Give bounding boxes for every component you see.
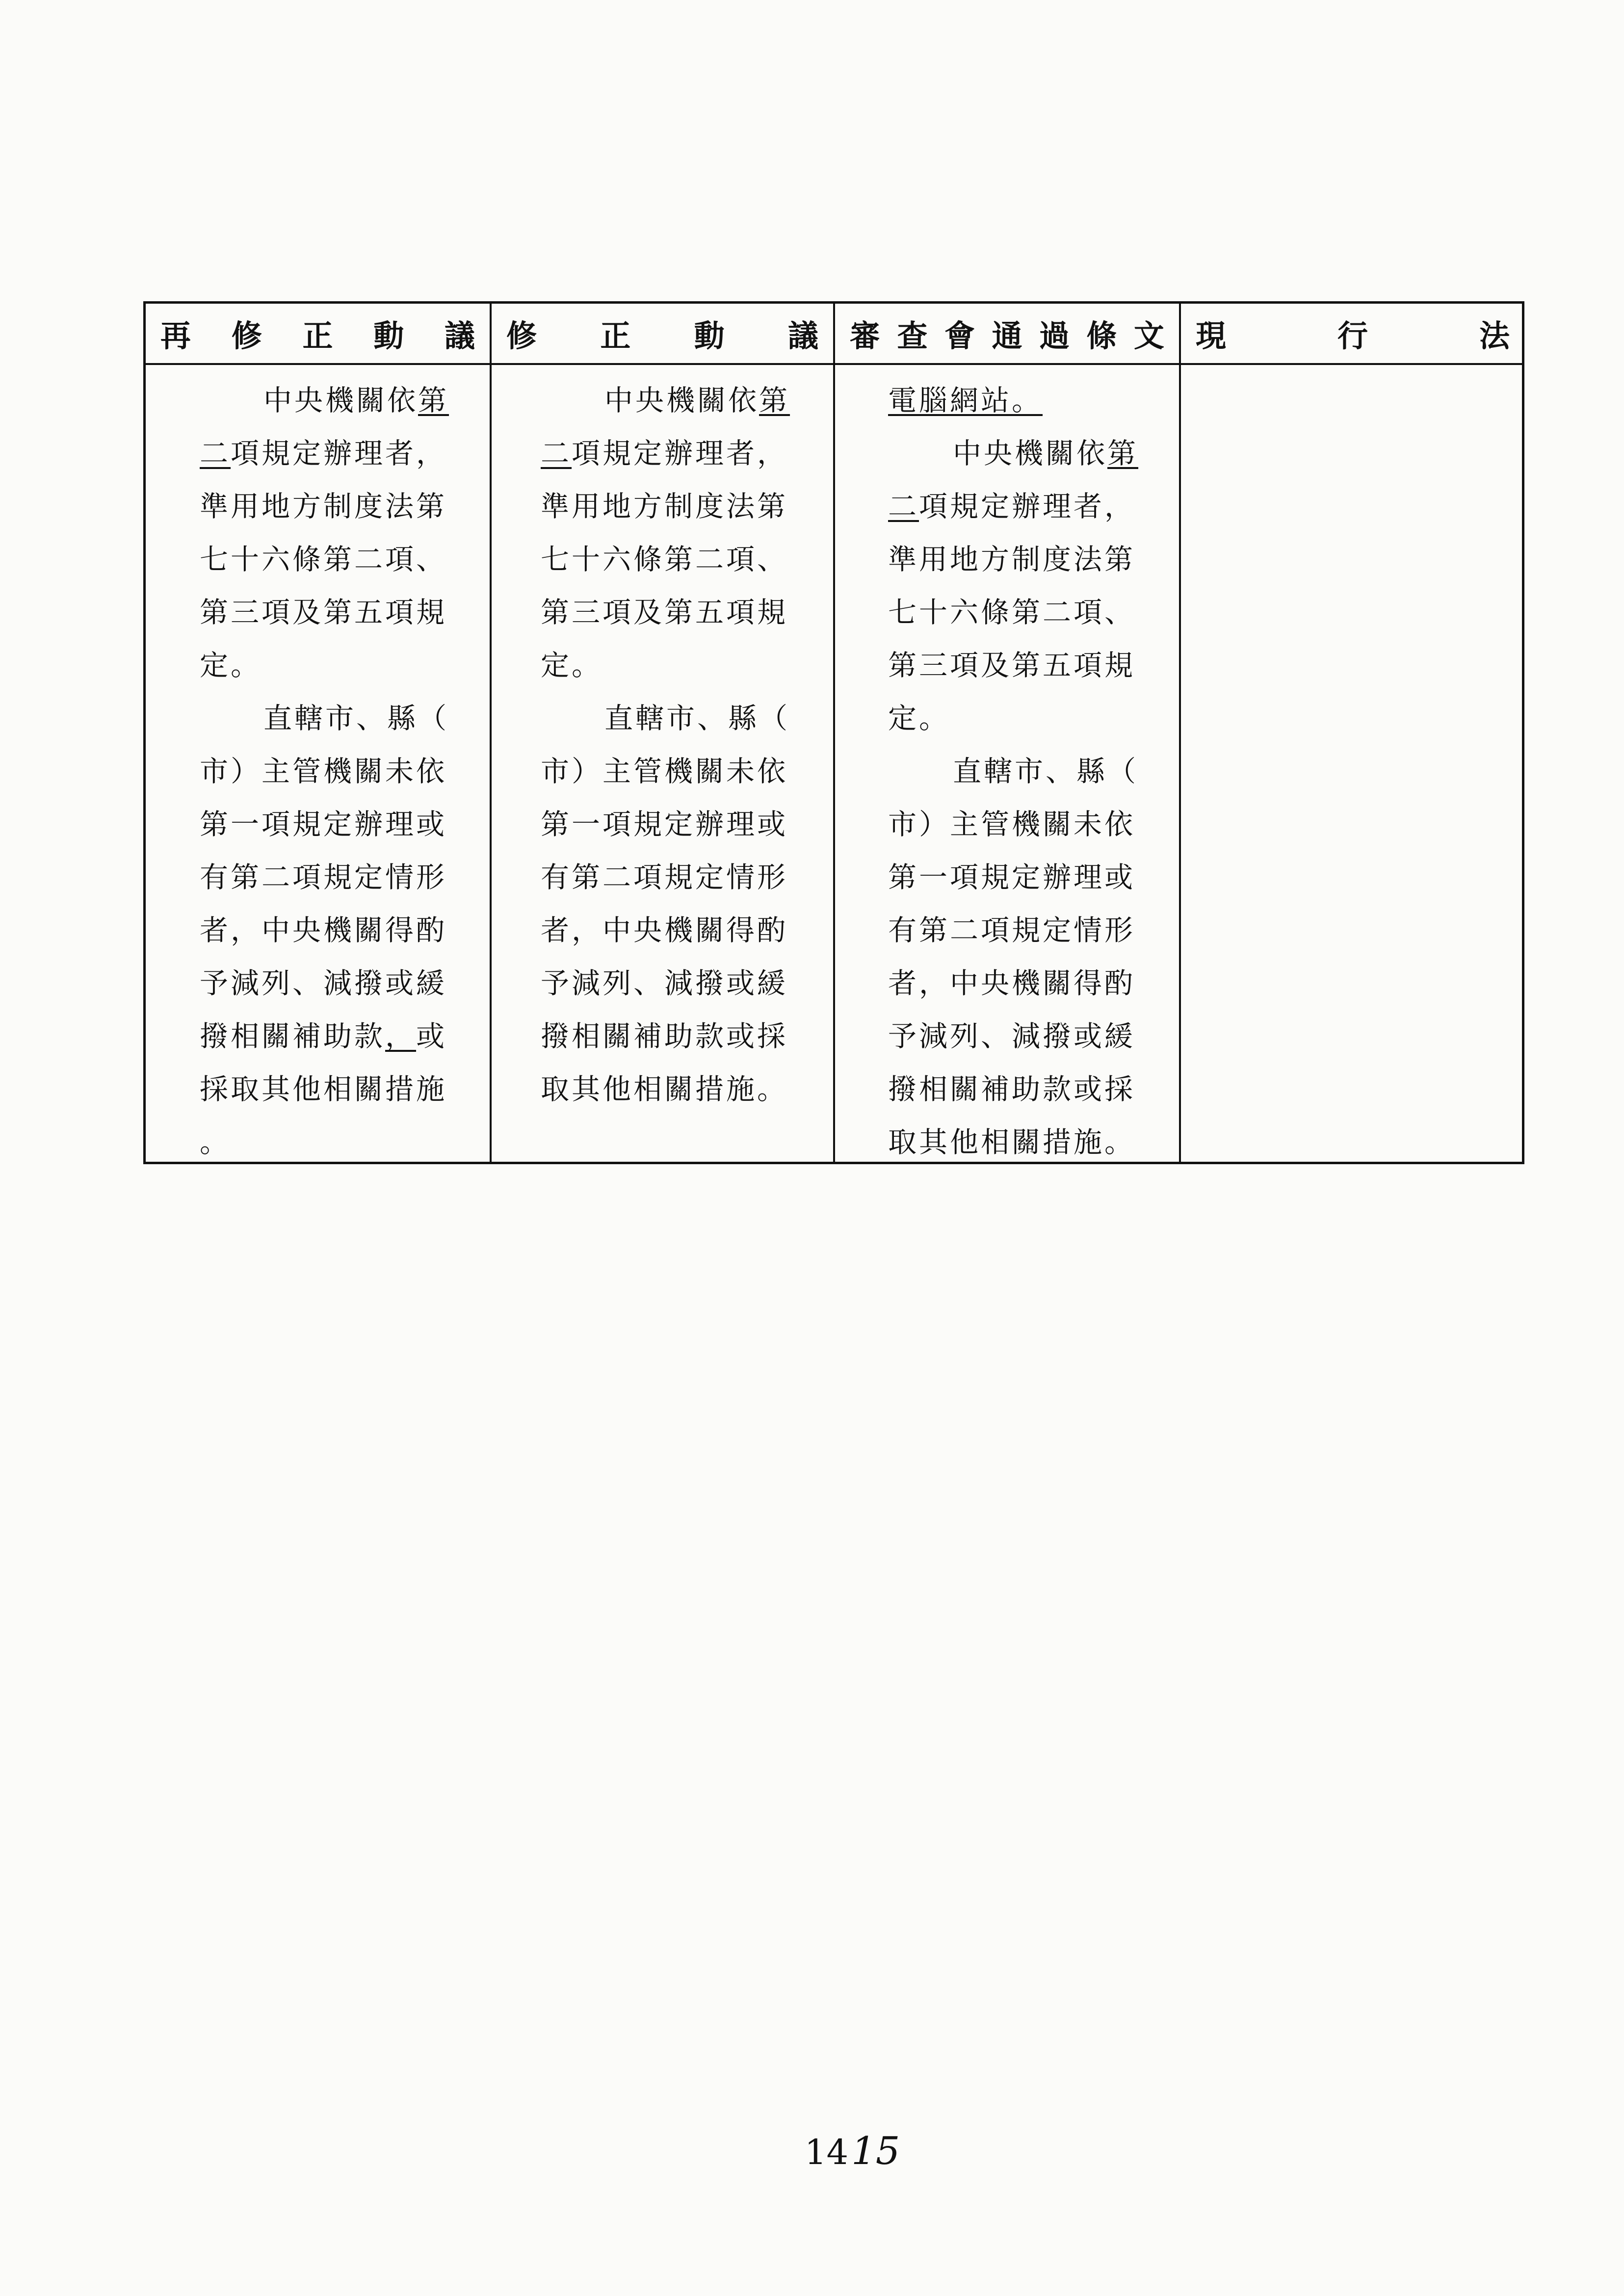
text-line: 予減列、減撥或緩 xyxy=(200,966,447,1000)
text-line: 取其他相關措施。 xyxy=(888,1125,1136,1159)
text-line: 直轄市、縣（ xyxy=(953,755,1139,788)
comparison-table xyxy=(143,301,1524,1164)
text-line: 七十六條第二項、 xyxy=(541,543,788,576)
header-char: 再 xyxy=(160,318,191,354)
text-line: 予減列、減撥或緩 xyxy=(541,966,788,1000)
text-line: 市）主管機關未依 xyxy=(541,755,788,788)
header-char: 審 xyxy=(850,318,881,354)
text-line: 電腦網站。 xyxy=(888,384,1043,417)
text-line: 二項規定辦理者， xyxy=(888,490,1136,523)
header-amendment xyxy=(492,304,833,365)
text-line: 第三項及第五項規 xyxy=(888,649,1136,682)
column-resubmitted-amendment xyxy=(146,304,492,1162)
text-line: 中央機關依第 xyxy=(953,437,1139,470)
header-char: 議 xyxy=(444,318,475,354)
text-line: 予減列、減撥或緩 xyxy=(888,1019,1136,1053)
text-line: 定。 xyxy=(541,649,603,682)
header-char: 修 xyxy=(231,318,262,354)
column-committee-text xyxy=(835,304,1181,1162)
header-char: 現 xyxy=(1196,318,1227,354)
page-number xyxy=(805,2129,900,2173)
header-char: 法 xyxy=(1479,318,1510,354)
text-line: 定。 xyxy=(888,702,950,735)
text-line: 第一項規定辦理或 xyxy=(541,808,788,841)
text-line: 有第二項規定情形 xyxy=(888,913,1136,947)
text-line: 中央機關依第 xyxy=(263,384,449,417)
text-line: 準用地方制度法第 xyxy=(200,490,447,523)
text-line: 採取其他相關措施 xyxy=(200,1072,447,1106)
header-char: 動 xyxy=(694,318,725,354)
text-line: 二項規定辦理者， xyxy=(200,437,447,470)
header-char: 修 xyxy=(506,318,537,354)
header-char: 通 xyxy=(992,318,1022,354)
text-line: 。 xyxy=(200,1125,231,1159)
text-line: 市）主管機關未依 xyxy=(200,755,447,788)
text-line: 定。 xyxy=(200,649,262,682)
text-line: 第三項及第五項規 xyxy=(200,596,447,629)
text-line: 第三項及第五項規 xyxy=(541,596,788,629)
header-char: 查 xyxy=(897,318,928,354)
text-line: 準用地方制度法第 xyxy=(888,543,1136,576)
header-char: 會 xyxy=(944,318,975,354)
header-char: 行 xyxy=(1337,318,1368,354)
column-amendment xyxy=(492,304,835,1162)
text-line: 有第二項規定情形 xyxy=(541,861,788,894)
text-line: 撥相關補助款或採 xyxy=(888,1072,1136,1106)
text-line: 第一項規定辦理或 xyxy=(200,808,447,841)
text-line: 撥相關補助款，或 xyxy=(200,1019,447,1053)
column-text xyxy=(835,365,1179,1169)
column-text xyxy=(492,365,833,1116)
header-char: 動 xyxy=(373,318,404,354)
header-char: 過 xyxy=(1039,318,1070,354)
text-line: 取其他相關措施。 xyxy=(541,1072,788,1106)
column-current-law xyxy=(1181,304,1524,1162)
text-line: 七十六條第二項、 xyxy=(200,543,447,576)
text-line: 者，中央機關得酌 xyxy=(200,913,447,947)
text-line: 者，中央機關得酌 xyxy=(541,913,788,947)
text-line: 直轄市、縣（ xyxy=(604,702,790,735)
text-line: 撥相關補助款或採 xyxy=(541,1019,788,1053)
text-line: 第一項規定辦理或 xyxy=(888,861,1136,894)
text-line: 中央機關依第 xyxy=(604,384,790,417)
header-char: 議 xyxy=(787,318,818,354)
printed-page-number: 14 xyxy=(805,2132,849,2172)
text-line: 者，中央機關得酌 xyxy=(888,966,1136,1000)
header-char: 條 xyxy=(1086,318,1117,354)
text-line: 直轄市、縣（ xyxy=(263,702,449,735)
text-line: 準用地方制度法第 xyxy=(541,490,788,523)
header-char: 正 xyxy=(600,318,631,354)
text-line: 二項規定辦理者， xyxy=(541,437,788,470)
text-line: 市）主管機關未依 xyxy=(888,808,1136,841)
header-current-law xyxy=(1181,304,1524,365)
header-char: 文 xyxy=(1133,318,1164,354)
column-text xyxy=(146,365,490,1169)
header-committee-text xyxy=(835,304,1179,365)
handwritten-page-number: 15 xyxy=(851,2129,900,2173)
header-resubmitted-amendment xyxy=(146,304,490,365)
header-char: 正 xyxy=(302,318,333,354)
text-line: 有第二項規定情形 xyxy=(200,861,447,894)
text-line: 七十六條第二項、 xyxy=(888,596,1136,629)
